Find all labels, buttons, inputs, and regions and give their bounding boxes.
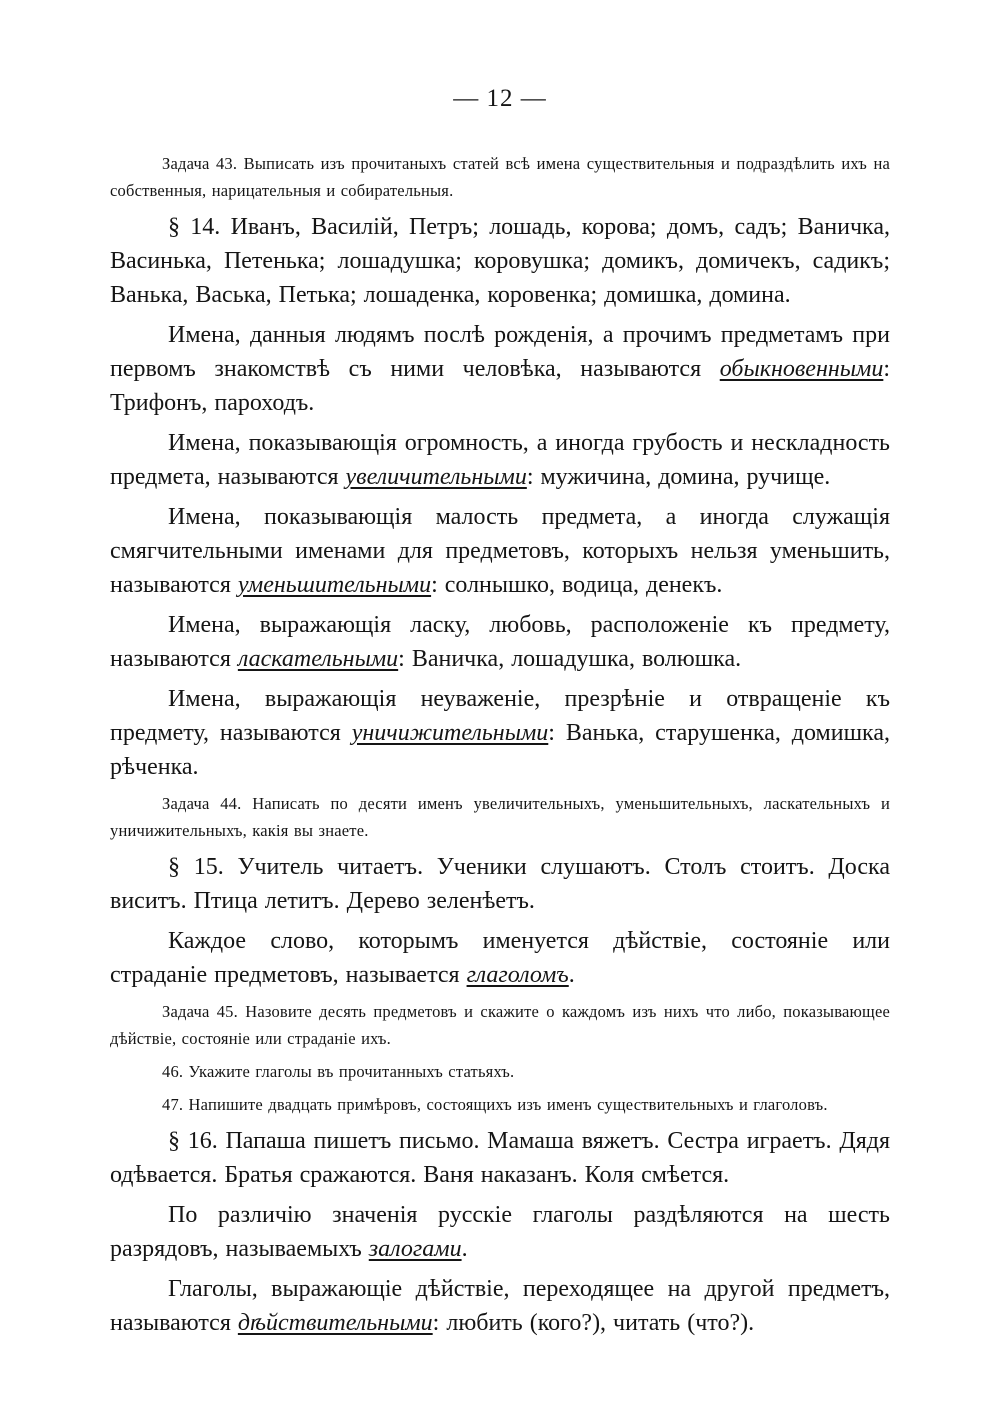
term-highlight: уменьшительными xyxy=(237,572,432,598)
term-highlight: увеличительными xyxy=(345,464,527,490)
paragraph-text: : мужичина, домина, ручище. xyxy=(526,464,831,490)
paragraph-text: Задача 44. Написать по десяти именъ увеличительныхъ, уменьшительныхъ, ласкательныхъ и уничижительныхъ, какія вы знаете. xyxy=(110,794,890,840)
paragraph-text: § 15. Учитель читаетъ. Ученики слушаютъ. Столъ стоитъ. Доска виситъ. Птица летитъ. Дерево зеленѣетъ. xyxy=(110,854,890,914)
paragraph-text: Глаголы, выражающіе дѣйствіе, переходящее на другой предметъ, называются xyxy=(110,1276,890,1336)
text-paragraph xyxy=(110,318,890,420)
paragraph-text: : любить (кого?), читать (что?). xyxy=(432,1310,755,1336)
text-paragraph xyxy=(110,210,890,312)
paragraph-text: . xyxy=(568,962,575,988)
text-paragraph xyxy=(110,1198,890,1266)
text-paragraph xyxy=(110,500,890,602)
paragraph-text: . xyxy=(461,1236,468,1262)
term-highlight: уничижительными xyxy=(351,720,549,746)
text-paragraph xyxy=(110,1124,890,1192)
term-highlight: дѣйствительными xyxy=(237,1310,433,1336)
text-paragraph xyxy=(110,608,890,676)
term-highlight: залогами xyxy=(368,1236,462,1262)
text-paragraph xyxy=(110,1272,890,1340)
book-page xyxy=(110,84,890,1346)
paragraph-text: 47. Напишите двадцать примѣровъ, состоящихъ изъ именъ существительныхъ и глаголовъ. xyxy=(162,1095,828,1114)
paragraph-text: Имена, показывающія малость предмета, а иногда служащія смягчительными именами для предметовъ, которыхъ нельзя уменьшить, называются xyxy=(110,504,890,598)
paragraph-text: Каждое слово, которымъ именуется дѣйствіе, состояніе или страданіе предметовъ, называется xyxy=(110,928,890,988)
paragraph-text: Задача 43. Выписать изъ прочитаныхъ статей всѣ имена существительныя и подраздѣлить ихъ на собственныя, нарицательныя и собирательныя. xyxy=(110,154,890,200)
text-paragraph xyxy=(110,682,890,784)
paragraph-text: : Трифонъ, пароходъ. xyxy=(110,356,890,416)
paragraph-text: : Ваничка, лошадушка, волюшка. xyxy=(398,646,742,672)
term-highlight: обыкновенными xyxy=(719,356,884,382)
paragraph-text: Имена, выражающія ласку, любовь, расположеніе къ предмету, называются xyxy=(110,612,890,672)
page-number: — 12 — xyxy=(453,85,547,112)
term-highlight: глаголомъ xyxy=(466,962,569,988)
paragraph-text: Задача 45. Назовите десять предметовъ и скажите о каждомъ изъ нихъ что либо, показывающее дѣйствіе, состояніе или страданіе ихъ. xyxy=(110,1002,890,1048)
paragraph-text: Имена, данныя людямъ послѣ рожденія, а прочимъ предметамъ при первомъ знакомствѣ съ ними человѣка, называются xyxy=(110,322,890,382)
paragraph-text: 46. Укажите глаголы въ прочитанныхъ статьяхъ. xyxy=(162,1062,515,1081)
paragraph-text: § 14. Иванъ, Василій, Петръ; лошадь, корова; домъ, садъ; Ваничка, Васинька, Петенька; лошадушка; коровушка; домикъ, домичекъ, садикъ; Ванька, Васька, Петька; лошаденка, коровенка; домишка, домина. xyxy=(110,214,890,308)
exercise-paragraph xyxy=(110,998,890,1052)
text-paragraph xyxy=(110,850,890,918)
paragraph-text: Имена, выражающія неуваженіе, презрѣніе и отвращеніе къ предмету, называются xyxy=(110,686,890,746)
exercise-paragraph xyxy=(110,150,890,204)
text-paragraph xyxy=(110,426,890,494)
paragraph-text: По различію значенія русскіе глаголы раздѣляются на шесть разрядовъ, называемыхъ xyxy=(110,1202,890,1262)
exercise-paragraph xyxy=(110,790,890,844)
page-body xyxy=(110,150,890,1340)
term-highlight: ласкательными xyxy=(237,646,399,672)
paragraph-text: : Ванька, старушенка, домишка, рѣченка. xyxy=(110,720,890,780)
paragraph-text: : солнышко, водица, денекъ. xyxy=(431,572,723,598)
exercise-paragraph xyxy=(110,1058,890,1085)
text-paragraph xyxy=(110,924,890,992)
exercise-paragraph xyxy=(110,1091,890,1118)
paragraph-text: Имена, показывающія огромность, а иногда грубость и нескладность предмета, называются xyxy=(110,430,890,490)
paragraph-text: § 16. Папаша пишетъ письмо. Мамаша вяжетъ. Сестра играетъ. Дядя одѣвается. Братья сражаются. Ваня наказанъ. Коля смѣется. xyxy=(110,1128,890,1188)
